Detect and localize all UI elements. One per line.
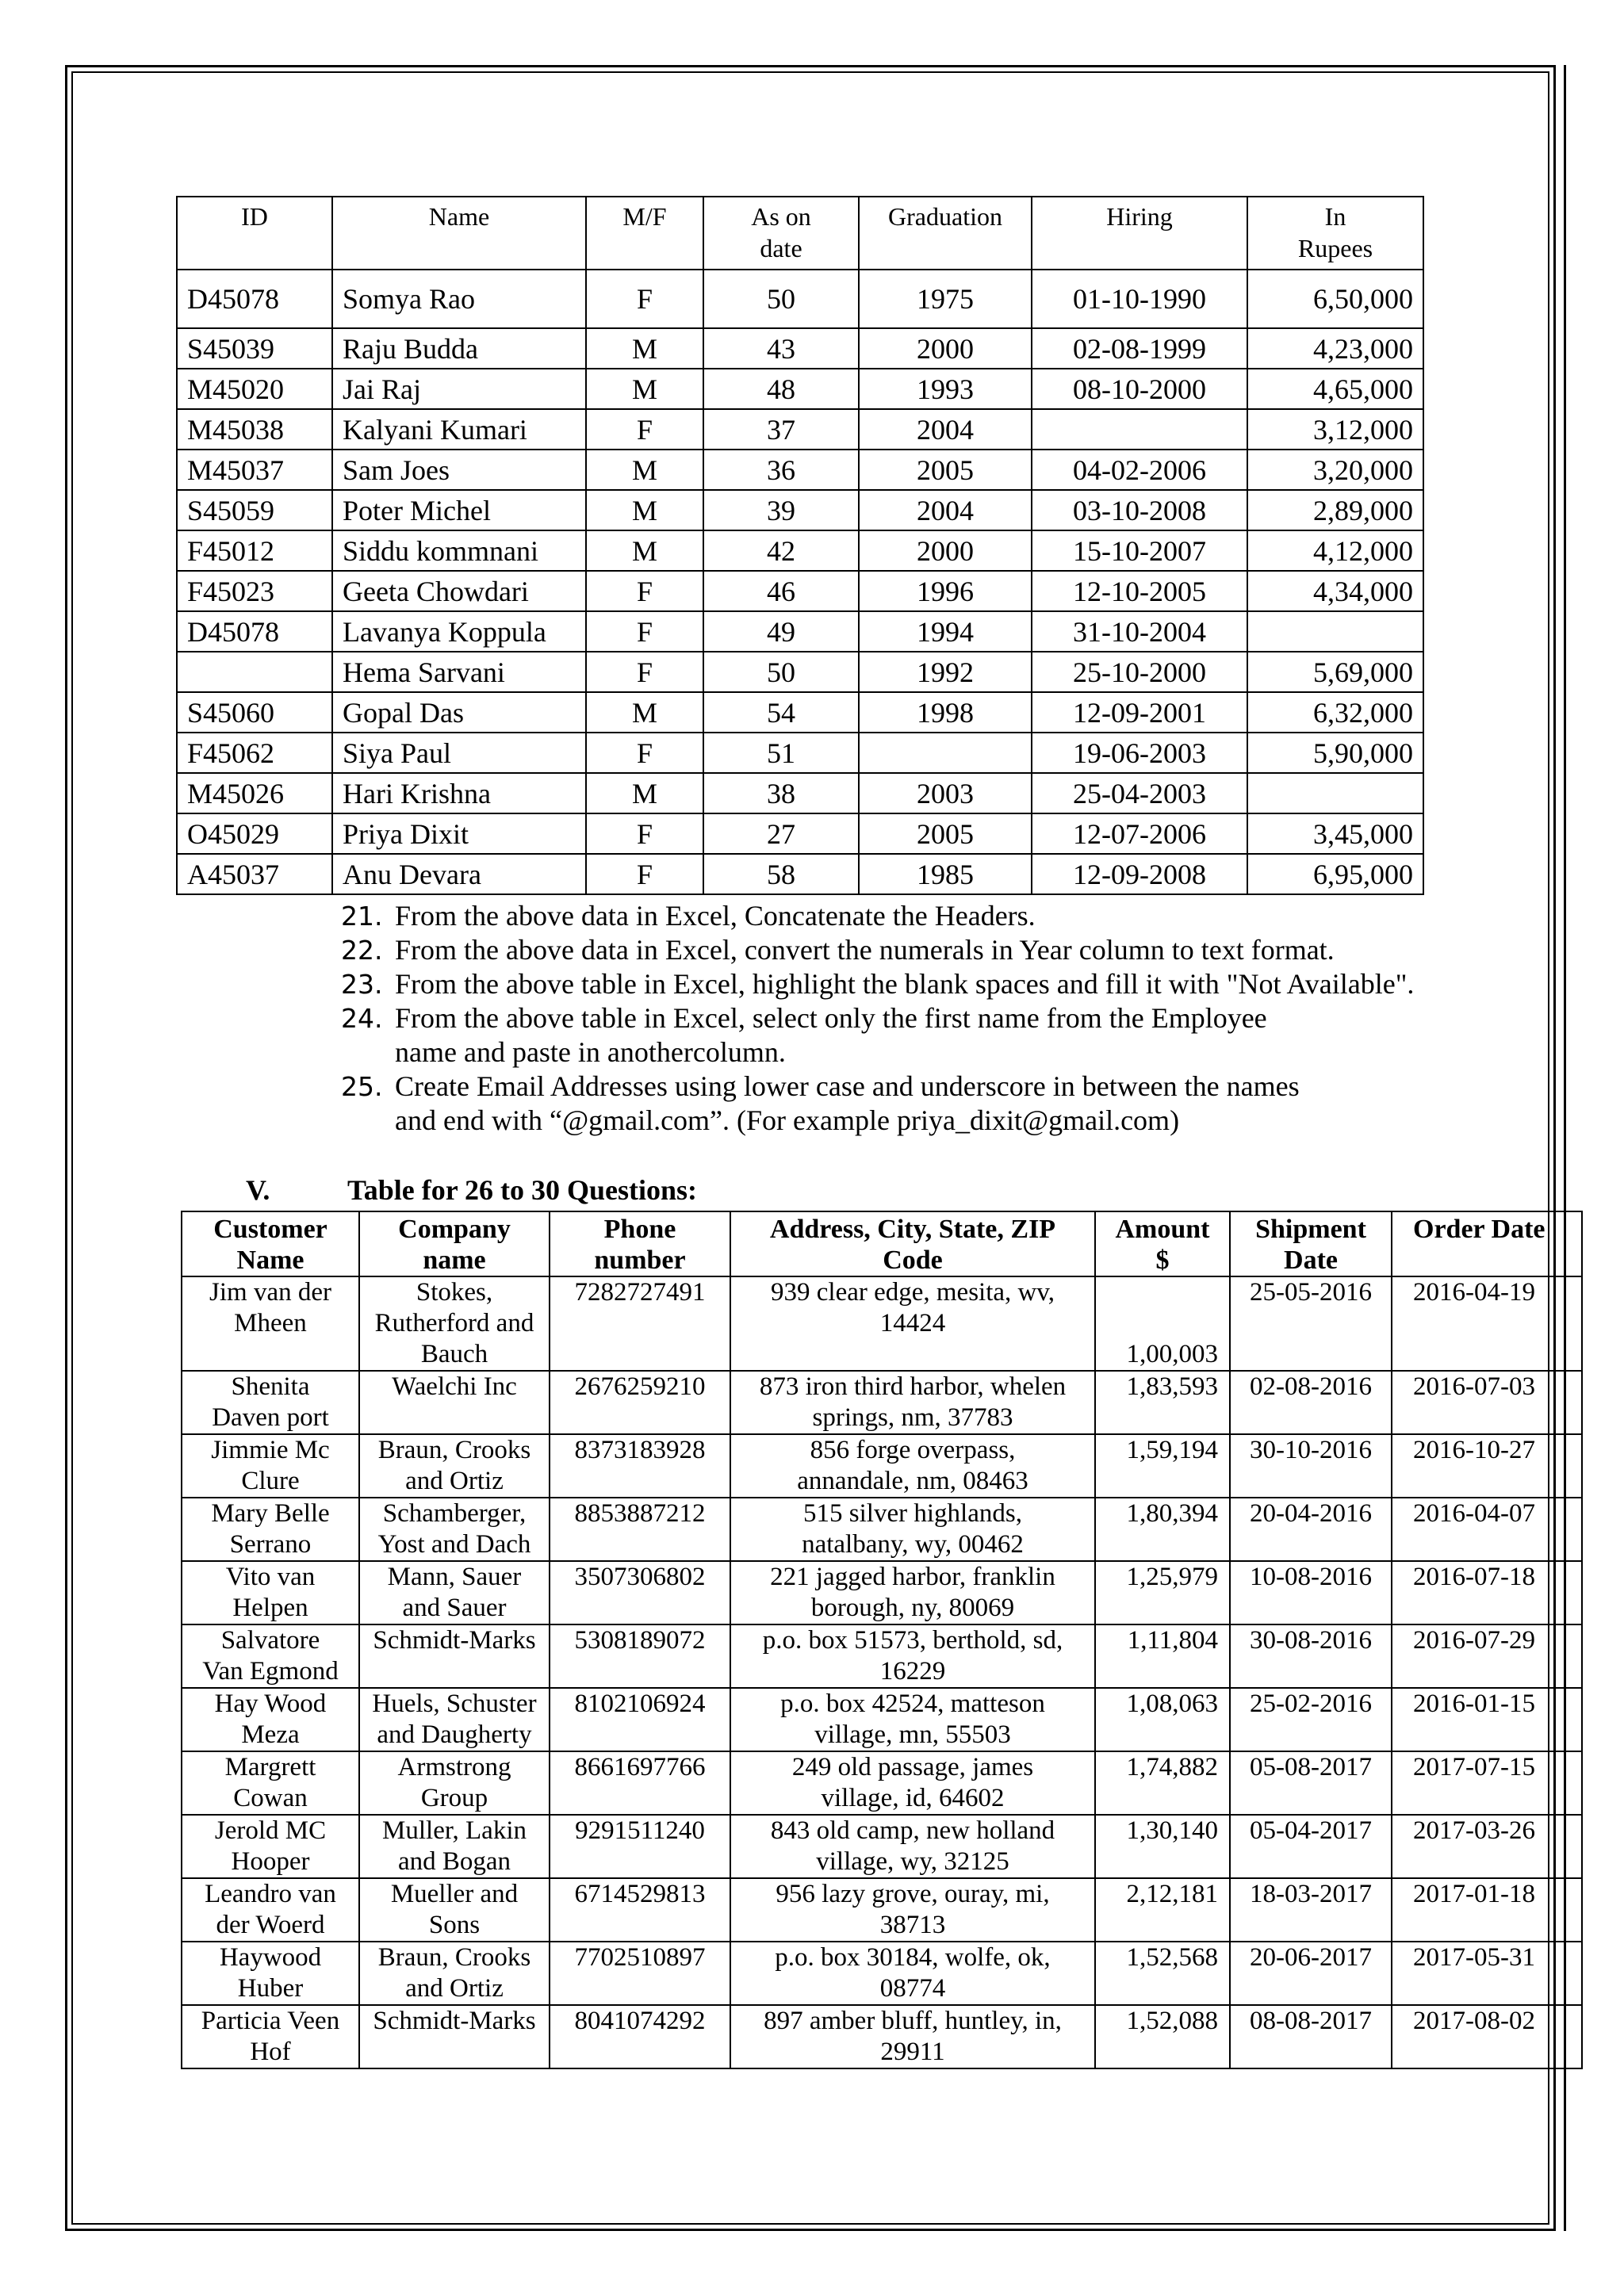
amount-cell: 1,83,593 <box>1095 1371 1230 1434</box>
question-number: 24. <box>341 1003 383 1034</box>
employee-row <box>177 571 1423 611</box>
amount-cell: 1,59,194 <box>1095 1434 1230 1498</box>
shipment-date-cell: 25-05-2016 <box>1230 1276 1392 1371</box>
address-cell: p.o. box 51573, berthold, sd, 16229 <box>730 1624 1095 1688</box>
order-date-cell: 2016-04-07 <box>1392 1498 1582 1561</box>
address-cell: 843 old camp, new holland village, wy, 32125 <box>730 1815 1095 1878</box>
customer-name-cell: Mary Belle Serrano <box>182 1498 359 1561</box>
customer-name-cell: Jimmie Mc Clure <box>182 1434 359 1498</box>
hiring-cell: 25-10-2000 <box>1032 652 1247 692</box>
customer-row <box>182 1815 1582 1878</box>
salary-cell: 5,90,000 <box>1247 733 1423 773</box>
salary-cell <box>1247 773 1423 813</box>
graduation-cell: 1993 <box>859 369 1032 409</box>
order-date-cell: 2017-01-18 <box>1392 1878 1582 1942</box>
phone-number-cell: 8373183928 <box>550 1434 730 1498</box>
name-cell: Gopal Das <box>332 692 586 733</box>
graduation-cell: 2004 <box>859 409 1032 450</box>
graduation-cell: 1975 <box>859 270 1032 328</box>
phone-number-cell: 7282727491 <box>550 1276 730 1371</box>
salary-cell: 3,12,000 <box>1247 409 1423 450</box>
question-list <box>341 899 1515 1138</box>
shipment-date-cell: 05-04-2017 <box>1230 1815 1392 1878</box>
shipment-date-cell: 30-10-2016 <box>1230 1434 1392 1498</box>
header-shipment-date: Shipment Date <box>1230 1211 1392 1276</box>
section-title: Table for 26 to 30 Questions: <box>347 1174 698 1206</box>
shipment-date-cell: 30-08-2016 <box>1230 1624 1392 1688</box>
name-cell: Hari Krishna <box>332 773 586 813</box>
address-cell: 515 silver highlands, natalbany, wy, 00462 <box>730 1498 1095 1561</box>
amount-cell: 1,74,882 <box>1095 1751 1230 1815</box>
phone-number-cell: 6714529813 <box>550 1878 730 1942</box>
address-cell: 939 clear edge, mesita, wv, 14424 <box>730 1276 1095 1371</box>
age-cell: 38 <box>703 773 859 813</box>
customer-name-cell: Margrett Cowan <box>182 1751 359 1815</box>
question-number: 21. <box>341 901 383 932</box>
header-order-date: Order Date <box>1392 1211 1582 1276</box>
salary-cell: 6,32,000 <box>1247 692 1423 733</box>
employee-row <box>177 652 1423 692</box>
employee-row <box>177 813 1423 854</box>
name-cell: Hema Sarvani <box>332 652 586 692</box>
graduation-cell: 2005 <box>859 813 1032 854</box>
header-name: Name <box>332 197 586 270</box>
gender-cell: M <box>586 369 703 409</box>
section-heading <box>246 1173 697 1207</box>
shipment-date-cell: 20-06-2017 <box>1230 1942 1392 2005</box>
question-text: From the above data in Excel, Concatenate the Headers. <box>395 900 1036 932</box>
amount-cell: 1,25,979 <box>1095 1561 1230 1624</box>
header-graduation: Graduation <box>859 197 1032 270</box>
customer-row <box>182 2005 1582 2068</box>
name-cell: Poter Michel <box>332 490 586 530</box>
age-cell: 50 <box>703 270 859 328</box>
gender-cell: F <box>586 611 703 652</box>
gender-cell: F <box>586 854 703 894</box>
employee-row <box>177 611 1423 652</box>
customer-name-cell: Particia Veen Hof <box>182 2005 359 2068</box>
name-cell: Siya Paul <box>332 733 586 773</box>
order-date-cell: 2017-08-02 <box>1392 2005 1582 2068</box>
hiring-cell: 31-10-2004 <box>1032 611 1247 652</box>
graduation-cell <box>859 733 1032 773</box>
hiring-cell <box>1032 409 1247 450</box>
id-cell: D45078 <box>177 270 332 328</box>
phone-number-cell: 5308189072 <box>550 1624 730 1688</box>
customer-table-header-row <box>182 1211 1582 1276</box>
customer-name-cell: Jerold MC Hooper <box>182 1815 359 1878</box>
gender-cell: M <box>586 530 703 571</box>
employee-table-header-row <box>177 197 1423 270</box>
salary-cell: 3,20,000 <box>1247 450 1423 490</box>
id-cell: O45029 <box>177 813 332 854</box>
gender-cell: F <box>586 270 703 328</box>
id-cell: S45039 <box>177 328 332 369</box>
question-text: From the above table in Excel, highlight the blank spaces and fill it with "Not Available". <box>395 968 1415 1000</box>
gender-cell: F <box>586 409 703 450</box>
company-name-cell: Armstrong Group <box>359 1751 550 1815</box>
graduation-cell: 2005 <box>859 450 1032 490</box>
name-cell: Geeta Chowdari <box>332 571 586 611</box>
question-item <box>341 1070 1515 1138</box>
age-cell: 42 <box>703 530 859 571</box>
age-cell: 51 <box>703 733 859 773</box>
order-date-cell: 2016-07-18 <box>1392 1561 1582 1624</box>
shipment-date-cell: 18-03-2017 <box>1230 1878 1392 1942</box>
address-cell: p.o. box 42524, matteson village, mn, 55503 <box>730 1688 1095 1751</box>
gender-cell: M <box>586 450 703 490</box>
order-date-cell: 2016-04-19 <box>1392 1276 1582 1371</box>
header-age: As on date <box>703 197 859 270</box>
hiring-cell: 03-10-2008 <box>1032 490 1247 530</box>
employee-row <box>177 369 1423 409</box>
graduation-cell: 2004 <box>859 490 1032 530</box>
order-date-cell: 2016-07-03 <box>1392 1371 1582 1434</box>
amount-cell: 1,00,003 <box>1095 1276 1230 1371</box>
order-date-cell: 2016-10-27 <box>1392 1434 1582 1498</box>
employee-table <box>176 196 1424 895</box>
question-text: Create Email Addresses using lower case and underscore in between the names <box>395 1070 1300 1102</box>
customer-row <box>182 1751 1582 1815</box>
name-cell: Sam Joes <box>332 450 586 490</box>
address-cell: 856 forge overpass, annandale, nm, 08463 <box>730 1434 1095 1498</box>
hiring-cell: 19-06-2003 <box>1032 733 1247 773</box>
address-cell: 956 lazy grove, ouray, mi, 38713 <box>730 1878 1095 1942</box>
hiring-cell: 04-02-2006 <box>1032 450 1247 490</box>
id-cell: M45038 <box>177 409 332 450</box>
age-cell: 48 <box>703 369 859 409</box>
company-name-cell: Muller, Lakin and Bogan <box>359 1815 550 1878</box>
id-cell <box>177 652 332 692</box>
age-cell: 36 <box>703 450 859 490</box>
order-date-cell: 2017-05-31 <box>1392 1942 1582 2005</box>
graduation-cell: 1998 <box>859 692 1032 733</box>
name-cell: Kalyani Kumari <box>332 409 586 450</box>
gender-cell: M <box>586 692 703 733</box>
address-cell: 873 iron third harbor, whelen springs, nm, 37783 <box>730 1371 1095 1434</box>
customer-table <box>181 1211 1583 2069</box>
shipment-date-cell: 08-08-2017 <box>1230 2005 1392 2068</box>
question-text: and end with “@gmail.com”. (For example priya_dixit@gmail.com) <box>395 1104 1180 1136</box>
id-cell: S45060 <box>177 692 332 733</box>
company-name-cell: Mann, Sauer and Sauer <box>359 1561 550 1624</box>
question-item <box>341 899 1515 933</box>
hiring-cell: 02-08-1999 <box>1032 328 1247 369</box>
header-phone-number: Phone number <box>550 1211 730 1276</box>
gender-cell: F <box>586 652 703 692</box>
graduation-cell: 1992 <box>859 652 1032 692</box>
company-name-cell: Waelchi Inc <box>359 1371 550 1434</box>
customer-table-body <box>182 1276 1582 2068</box>
gender-cell: M <box>586 328 703 369</box>
header-company-name: Company name <box>359 1211 550 1276</box>
customer-row <box>182 1688 1582 1751</box>
customer-row <box>182 1624 1582 1688</box>
id-cell: M45020 <box>177 369 332 409</box>
id-cell: F45062 <box>177 733 332 773</box>
employee-row <box>177 450 1423 490</box>
graduation-cell: 2000 <box>859 530 1032 571</box>
amount-cell: 1,11,804 <box>1095 1624 1230 1688</box>
name-cell: Priya Dixit <box>332 813 586 854</box>
graduation-cell: 2003 <box>859 773 1032 813</box>
question-text: From the above table in Excel, select only the first name from the Employee <box>395 1002 1267 1034</box>
name-cell: Anu Devara <box>332 854 586 894</box>
id-cell: M45026 <box>177 773 332 813</box>
address-cell: 249 old passage, james village, id, 64602 <box>730 1751 1095 1815</box>
order-date-cell: 2016-01-15 <box>1392 1688 1582 1751</box>
address-cell: 897 amber bluff, huntley, in, 29911 <box>730 2005 1095 2068</box>
employee-row <box>177 328 1423 369</box>
customer-row <box>182 1434 1582 1498</box>
id-cell: S45059 <box>177 490 332 530</box>
amount-cell: 1,30,140 <box>1095 1815 1230 1878</box>
employee-row <box>177 409 1423 450</box>
section-number: V. <box>246 1174 270 1206</box>
graduation-cell: 1994 <box>859 611 1032 652</box>
hiring-cell: 01-10-1990 <box>1032 270 1247 328</box>
customer-row <box>182 1878 1582 1942</box>
company-name-cell: Braun, Crooks and Ortiz <box>359 1434 550 1498</box>
company-name-cell: Braun, Crooks and Ortiz <box>359 1942 550 2005</box>
customer-name-cell: Leandro van der Woerd <box>182 1878 359 1942</box>
employee-row <box>177 270 1423 328</box>
customer-row <box>182 1371 1582 1434</box>
salary-cell: 4,23,000 <box>1247 328 1423 369</box>
age-cell: 43 <box>703 328 859 369</box>
customer-name-cell: Hay Wood Meza <box>182 1688 359 1751</box>
age-cell: 46 <box>703 571 859 611</box>
company-name-cell: Stokes, Rutherford and Bauch <box>359 1276 550 1371</box>
employee-row <box>177 773 1423 813</box>
employee-row <box>177 854 1423 894</box>
amount-cell: 1,08,063 <box>1095 1688 1230 1751</box>
question-number: 23. <box>341 969 383 1000</box>
question-text: From the above data in Excel, convert the numerals in Year column to text format. <box>395 934 1335 966</box>
employee-table-body <box>177 270 1423 894</box>
company-name-cell: Mueller and Sons <box>359 1878 550 1942</box>
graduation-cell: 1985 <box>859 854 1032 894</box>
employee-row <box>177 692 1423 733</box>
header-salary: In Rupees <box>1247 197 1423 270</box>
customer-name-cell: Salvatore Van Egmond <box>182 1624 359 1688</box>
customer-name-cell: Shenita Daven port <box>182 1371 359 1434</box>
hiring-cell: 12-09-2001 <box>1032 692 1247 733</box>
gender-cell: F <box>586 733 703 773</box>
salary-cell: 6,50,000 <box>1247 270 1423 328</box>
salary-cell: 6,95,000 <box>1247 854 1423 894</box>
phone-number-cell: 7702510897 <box>550 1942 730 2005</box>
gender-cell: M <box>586 490 703 530</box>
name-cell: Lavanya Koppula <box>332 611 586 652</box>
customer-row <box>182 1498 1582 1561</box>
header-hiring: Hiring <box>1032 197 1247 270</box>
age-cell: 58 <box>703 854 859 894</box>
name-cell: Siddu kommnani <box>332 530 586 571</box>
company-name-cell: Schamberger, Yost and Dach <box>359 1498 550 1561</box>
gender-cell: F <box>586 571 703 611</box>
graduation-cell: 2000 <box>859 328 1032 369</box>
salary-cell: 4,34,000 <box>1247 571 1423 611</box>
shipment-date-cell: 20-04-2016 <box>1230 1498 1392 1561</box>
age-cell: 54 <box>703 692 859 733</box>
age-cell: 39 <box>703 490 859 530</box>
age-cell: 37 <box>703 409 859 450</box>
gender-cell: M <box>586 773 703 813</box>
gender-cell: F <box>586 813 703 854</box>
amount-cell: 1,52,568 <box>1095 1942 1230 2005</box>
graduation-cell: 1996 <box>859 571 1032 611</box>
id-cell: F45023 <box>177 571 332 611</box>
phone-number-cell: 2676259210 <box>550 1371 730 1434</box>
age-cell: 49 <box>703 611 859 652</box>
address-cell: p.o. box 30184, wolfe, ok, 08774 <box>730 1942 1095 2005</box>
salary-cell: 4,65,000 <box>1247 369 1423 409</box>
order-date-cell: 2016-07-29 <box>1392 1624 1582 1688</box>
question-number: 22. <box>341 935 383 966</box>
id-cell: D45078 <box>177 611 332 652</box>
header-gender: M/F <box>586 197 703 270</box>
hiring-cell: 12-10-2005 <box>1032 571 1247 611</box>
header-address: Address, City, State, ZIP Code <box>730 1211 1095 1276</box>
phone-number-cell: 8853887212 <box>550 1498 730 1561</box>
question-item <box>341 933 1515 967</box>
phone-number-cell: 8041074292 <box>550 2005 730 2068</box>
id-cell: A45037 <box>177 854 332 894</box>
amount-cell: 1,80,394 <box>1095 1498 1230 1561</box>
phone-number-cell: 3507306802 <box>550 1561 730 1624</box>
hiring-cell: 12-07-2006 <box>1032 813 1247 854</box>
customer-table-container <box>181 1211 1595 2083</box>
salary-cell: 4,12,000 <box>1247 530 1423 571</box>
order-date-cell: 2017-03-26 <box>1392 1815 1582 1878</box>
employee-row <box>177 530 1423 571</box>
amount-cell: 1,52,088 <box>1095 2005 1230 2068</box>
header-amount: Amount $ <box>1095 1211 1230 1276</box>
employee-row <box>177 733 1423 773</box>
hiring-cell: 08-10-2000 <box>1032 369 1247 409</box>
hiring-cell: 25-04-2003 <box>1032 773 1247 813</box>
name-cell: Somya Rao <box>332 270 586 328</box>
question-item <box>341 967 1515 1001</box>
id-cell: M45037 <box>177 450 332 490</box>
name-cell: Raju Budda <box>332 328 586 369</box>
customer-name-cell: Vito van Helpen <box>182 1561 359 1624</box>
question-item <box>341 1001 1515 1070</box>
customer-row <box>182 1561 1582 1624</box>
shipment-date-cell: 10-08-2016 <box>1230 1561 1392 1624</box>
address-cell: 221 jagged harbor, franklin borough, ny, 80069 <box>730 1561 1095 1624</box>
salary-cell: 5,69,000 <box>1247 652 1423 692</box>
company-name-cell: Schmidt-Marks <box>359 1624 550 1688</box>
salary-cell: 3,45,000 <box>1247 813 1423 854</box>
hiring-cell: 12-09-2008 <box>1032 854 1247 894</box>
age-cell: 50 <box>703 652 859 692</box>
id-cell: F45012 <box>177 530 332 571</box>
shipment-date-cell: 25-02-2016 <box>1230 1688 1392 1751</box>
header-id: ID <box>177 197 332 270</box>
company-name-cell: Schmidt-Marks <box>359 2005 550 2068</box>
customer-row <box>182 1942 1582 2005</box>
phone-number-cell: 8661697766 <box>550 1751 730 1815</box>
customer-name-cell: Haywood Huber <box>182 1942 359 2005</box>
question-number: 25. <box>341 1071 383 1102</box>
salary-cell <box>1247 611 1423 652</box>
name-cell: Jai Raj <box>332 369 586 409</box>
employee-row <box>177 490 1423 530</box>
age-cell: 27 <box>703 813 859 854</box>
hiring-cell: 15-10-2007 <box>1032 530 1247 571</box>
salary-cell: 2,89,000 <box>1247 490 1423 530</box>
customer-name-cell: Jim van der Mheen <box>182 1276 359 1371</box>
header-customer-name: Customer Name <box>182 1211 359 1276</box>
phone-number-cell: 9291511240 <box>550 1815 730 1878</box>
company-name-cell: Huels, Schuster and Daugherty <box>359 1688 550 1751</box>
question-text: name and paste in anothercolumn. <box>395 1036 786 1068</box>
customer-row <box>182 1276 1582 1371</box>
shipment-date-cell: 05-08-2017 <box>1230 1751 1392 1815</box>
amount-cell: 2,12,181 <box>1095 1878 1230 1942</box>
phone-number-cell: 8102106924 <box>550 1688 730 1751</box>
shipment-date-cell: 02-08-2016 <box>1230 1371 1392 1434</box>
order-date-cell: 2017-07-15 <box>1392 1751 1582 1815</box>
